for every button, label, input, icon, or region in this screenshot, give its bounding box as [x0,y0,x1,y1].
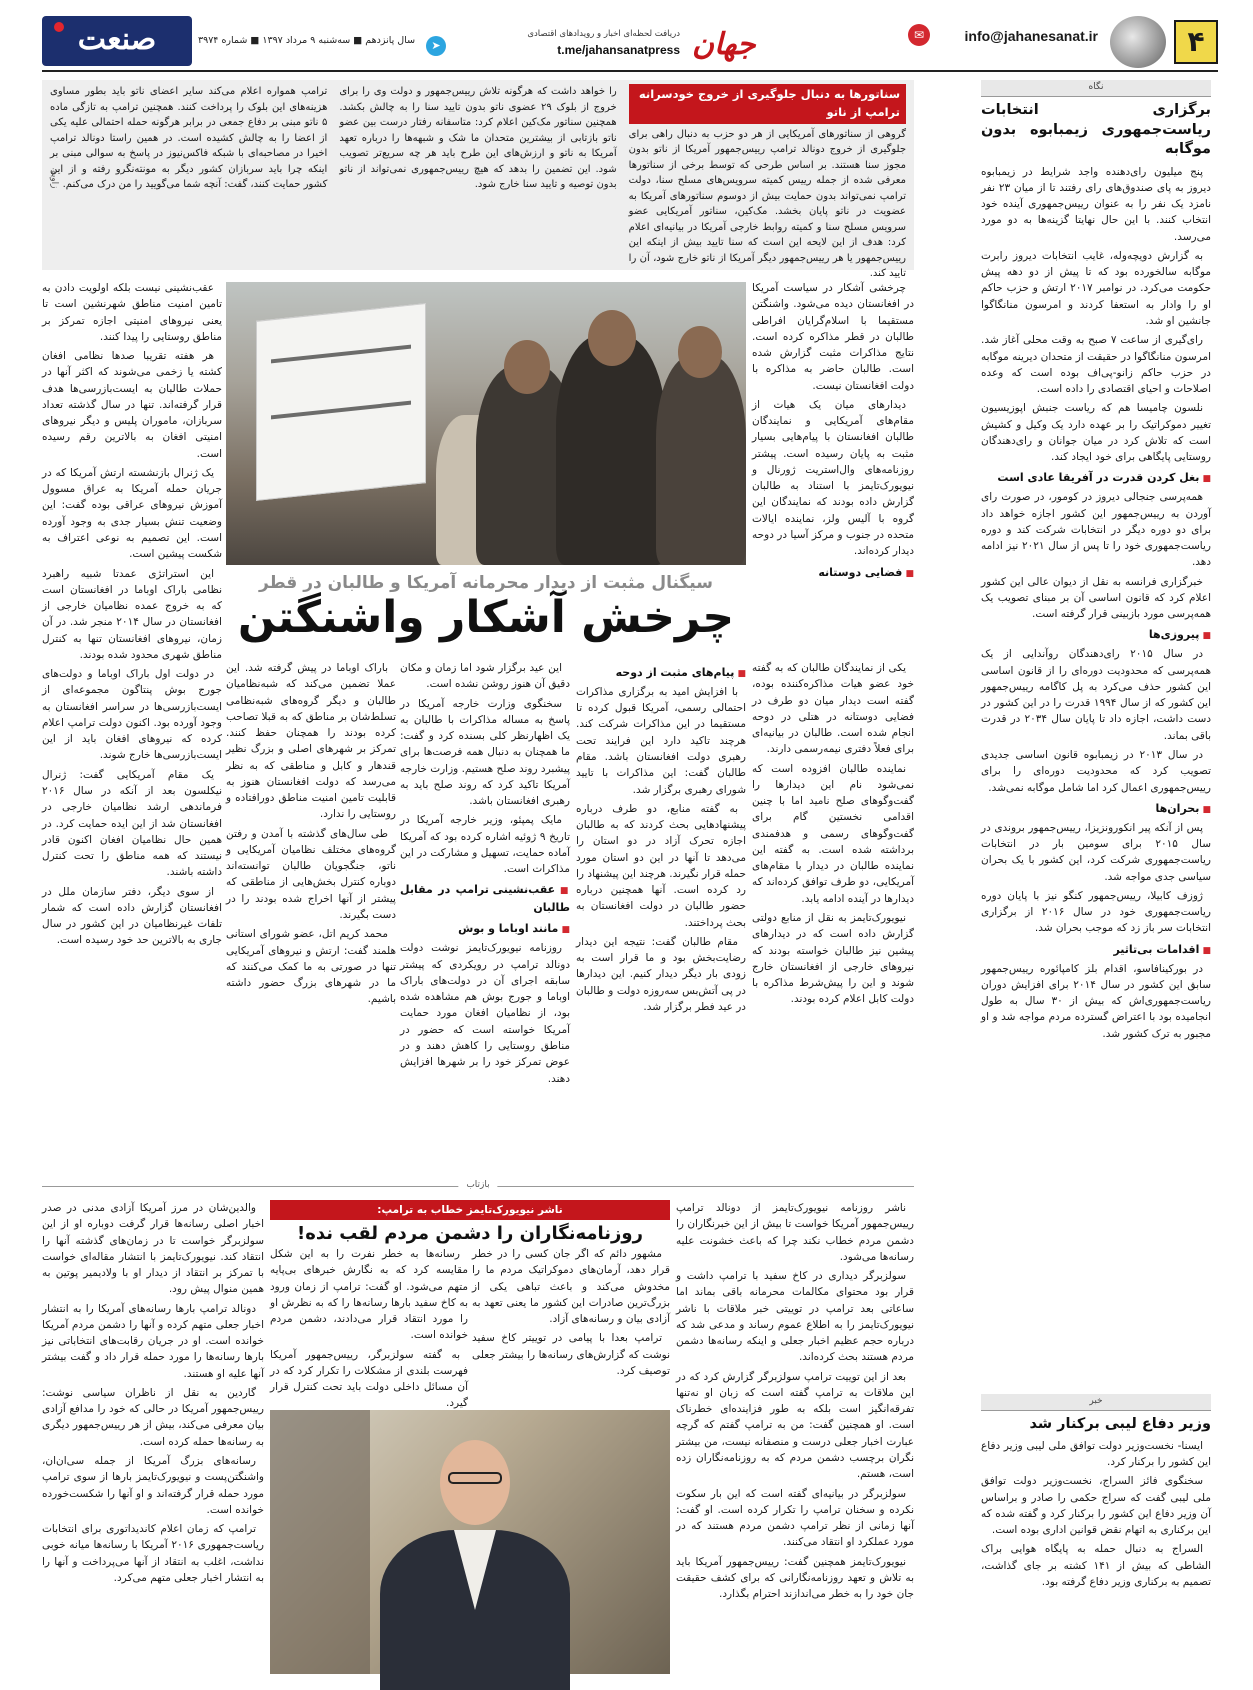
paragraph: ترامپ بعدا با پیامی در توییتر کاخ سفید نوشت که گزارش‌های رسانه‌ها را بیشتر جعلی توصیف کرد. [472,1332,670,1377]
paragraph: در دولت اول باراک اوباما و دولت‌های جورج بوش پنتاگون مجموعه‌ای از ایست‌بازرسی‌ها در سراسر افغانستان به وجود آورده بود. اکنون دولت ترامپ اعلام کرده که نیروهای افغان باید از این ایست‌بازرسی‌ها خارج شوند. [42,668,222,762]
bottom-column [270,1246,468,1410]
section-divider [42,1180,914,1200]
logo-text: صنعت [77,22,157,57]
box-column [628,84,906,280]
story-column [752,280,914,655]
paragraph: یکی از نمایندگان طالبان که به گفته خود عضو هیات مذاکره‌کننده بوده، گفته است دیدار میان دو طرف در فضایی دوستانه در هتلی در دوحه انجام شده است. طالبان در بیانیه‌ای برای فعلاً دفتری نیمه‌رسمی دارند. [752,662,914,756]
story-column [226,660,396,1180]
article-headline: برگزاری انتخابات ریاست‌جمهوری زیمبابوه بدون موگابه [981,101,1211,158]
paragraph: ژوزف کابیلا، رییس‌جمهور کنگو نیز با پایان دوره ریاست‌جمهوری خود در سال ۲۰۱۶ از برگزاری انتخابات سر باز زد که موجب بحران شد. [981,889,1211,935]
paragraph: رسانه‌ها به خطر نفرت را به این شکل مقایسه کرد که به نگارش خبرهای بی‌پایه متهم می‌شود. او گفت: ترامپ از زمان ورود به کاخ سفید بارها رسانه‌ها را که به نظرش او را مورد انتقاد قرار می‌دادند، دشمن مردم خوانده است. [270,1248,468,1342]
banner-text: ناشر نیویورک‌تایمز خطاب به ترامپ: [270,1200,670,1220]
photo-background [270,1410,370,1674]
paragraph: خبرگزاری فرانسه به نقل از دیوان عالی این کشور اعلام کرد که قانون اساسی آن بر مبنای تصویب یک همه‌پرسی مورد بازبینی قرار گرفته است. [981,575,1211,621]
paragraph: در سال ۲۰۱۵ رای‌دهندگان روآندایی از یک همه‌پرسی که محدودیت دوره‌ای را از قانون اساسی این کشور حذف می‌کرد به پل کاگامه رییس‌جمهور این کشور که از سال ۱۹۹۴ قدرت را در این کشور در دست داشت، اجازه داد تا پایان سال ۲۰۳۴ در قدرت باقی بماند. [981,648,1212,742]
subheading: ■ اقدامات بی‌تاثیر [981,941,1211,959]
paragraph: نماینده طالبان افزوده است که نمی‌شود نام این دیدارها را گفت‌وگوهای صلح نامید اما با چنین اقدامی نخستین گام برای گفت‌وگوهای رسمی و هدفمندی برداشته شده است. به گفته این نماینده طالبان در دیدار با مقام‌های آمریکایی، دو طرف توافق کرده‌اند که دیدارها در آینده ادامه یابد. [752,762,914,905]
divider-label: بازتاب [458,1179,497,1193]
paragraph: هر هفته تقریبا صدها نظامی افغان کشته یا زخمی می‌شوند که اکثر آنها در حملات طالبان به ایست‌بازرسی‌ها هدف قرار گرفته‌اند. تنها در سال گذشته تعداد سربازان، ماموران پلیس و دیگر نیروهای امنیتی افغان به بالاترین رقم رسیده است. [42,350,222,460]
story-column [400,660,570,1180]
paragraph: سولزبرگر در بیانیه‌ای گفته است که این بار سکوت نکرده و سخنان ترامپ را تکرار کرده است. او گفت: آنها زمانی از نظر ترامپ دشمن مردم هستند که در مورد عملکرد او انتقاد می‌کنند. [676,1487,914,1549]
paragraph: دونالد ترامپ بارها رسانه‌های آمریکا را به انتشار اخبار جعلی متهم کرده و آنها را دشمن مردم آمریکا خوانده است. او در جریان رقابت‌های انتخاباتی نیز بارها رسانه‌ها را مورد حمله قرار داد و گفت بیشتر آنها علیه او هستند. [42,1302,264,1380]
story-column [42,280,222,1180]
person-head [678,326,722,378]
paragraph: همه‌پرسی جنجالی دیروز در کومور، در صورت رای آوردن به رییس‌جمهور این کشور اجازه خواهد داد برای دو دوره دیگر در انتخابات شرکت کند و دوره ریاست‌جمهوری خود را تا پس از سال ۲۰۲۱ نیز ادامه دهد. [981,491,1212,569]
subheading: ■ فضایی دوستانه [752,564,914,582]
subheading: ■ بغل کردن قدرت در آفریقا عادی است [981,469,1211,487]
paragraph: دیدارهای میان یک هیات از مقام‌های آمریکایی و نمایندگان طالبان افغانستان با پیام‌هایی بسیار مثبت به پایان رسیده است. پیشتر روزنامه‌های وال‌استریت ژورنال و نیویورک‌تایمز با استناد به طالبان گزارش داده بودند که نمایندگان این گروه با آلیس ولز، نماینده ایالات متحده در جنوب و مرکز آسیا در دوحه دیدار کرده‌اند. [752,398,914,558]
publisher-photo [270,1410,670,1674]
bottom-headline: روزنامه‌نگاران را دشمن مردم لقب نده! [297,1223,643,1244]
bottom-column [676,1200,914,1674]
paragraph: در سال ۲۰۱۳ در زیمبابوه قانون اساسی جدیدی تصویب کرد که محدودیت دوره‌ای را برای رییس‌جمهوری اعمال کرد اما شامل موگابه نمی‌شد. [981,749,1211,794]
news-headline: وزیر دفاع لیبی برکنار شد [1029,1415,1211,1432]
paragraph: گاردین به نقل از ناظران سیاسی نوشت: رییس‌جمهور آمریکا در حالی که خود را مدافع آزادی بیان معرفی می‌کند، بیش از هر رییس‌جمهور دیگری به رسانه‌ها حمله کرده است. [42,1386,264,1448]
story-column [576,660,746,1180]
paragraph: باراک اوباما در پیش گرفته شد. این عملا تضمین می‌کند که شبه‌نظامیان طالبان و دیگر گروه‌های شبه‌نظامی تسلط‌شان بر مناطق که به قبلا تصاحب کرده بودند را همچنان حفظ کنند. تمرکز بر شهرهای اصلی و بزرگ نظیر قندهار و کابل و مناطقی که به نظر می‌رسد که دولت افغانستان هنوز به قابلیت تامین امنیت مناطق دورافتاده و روستایی را ندارد. [226,662,396,821]
paragraph: یک ژنرال بازنشسته ارتش آمریکا که در جریان حمله آمریکا به عراق مسوول آموزش نیروهای عراقی بوده گفت: این وضعیت تنش بسیار جدی به وجود آورده است. این تصمیم به نوعی اعتراف به شکست پیشین است. [42,466,222,561]
paragraph: سخنگوی وزارت خارجه آمریکا در پاسخ به مساله مذاکرات با طالبان به یک اظهارنظر کلی بسنده کرد و گفت: ما همچنان به دنبال همه فرصت‌ها برای پیشبرد روند صلح هستیم. وزارت خارجه آمریکا تاکید کرد که روند صلح باید به رهبری افغانستان باشد. [400,697,570,808]
right-news-brief [981,1394,1211,1674]
page-number: ۴ [1174,20,1218,64]
paragraph: به گفته سولزبرگر، رییس‌جمهور آمریکا فهرست بلندی از مشکلات را تکرار کرد که در آن مسائل داخلی دولت باید تحت کنترل قرار گیرد. [270,1348,468,1410]
paragraph: مشهور دائم که اگر جان کسی را در خطر قرار دهد، آرمان‌های دموکراتیک مردم ما را مخدوش می‌کند و باعث تباهی یکی از بزرگ‌ترین صادرات این کشور ما یعنی تعهد به آزادی بیان و رسانه‌های آزاد. [472,1248,670,1326]
side-tag: زاویه [48,170,59,189]
column-label: خبر [981,1394,1211,1411]
right-column-article [981,80,1211,1385]
subheading: ■ پیروزی‌ها [981,626,1211,644]
paragraph: به گفته منابع، دو طرف درباره پیشنهادهایی بحث کردند که به طالبان اجازه تحرک آزاد در دو استان را می‌دهد تا آنها در این دو استان مورد حمله قرار نگیرند. هرچند این پیشنهاد را رد کرده است. آنها همچنین درباره حضور طالبان در دولت افغانستان به بحث پرداختند. [576,802,746,929]
paragraph: این استراتژی عمدتا شبیه راهبرد نظامی باراک اوباما در افغانستان است که به خروج عمده نظامیان خارجی از افغانستان در سال ۲۰۱۴ منجر شد. در آن زمان، نیروهای افغانستان تنها به کنترل مناطق شهری محدود شده بودند. [42,567,222,661]
logo-dot-icon [54,22,64,32]
email-icon: ✉ [908,24,930,46]
paragraph: چرخشی آشکار در سیاست آمریکا در افغانستان دیده می‌شود. واشنگتن مستقیما با اسلام‌گرایان افراطی طالبان در قطر مذاکره کرده است. نتایج مذاکرات مثبت گزارش شده است. طالبان حاضر به مذاکره با دولت افغانستان نیست. [752,282,914,392]
paragraph: نیویورک‌تایمز همچنین گفت: رییس‌جمهور آمریکا باید به تلاش و تعهد روزنامه‌نگارانی که برای کشف حقیقت جان خود را به خطر می‌اندازند احترام بگذارد. [676,1555,914,1601]
paragraph: در بورکینافاسو، اقدام بلز کامپائوره رییس‌جمهور سابق این کشور در سال ۲۰۱۴ برای افزایش دوران ریاست‌جمهوری‌اش که بیش از ۳۰ سال به طول انجامیده بود با اعتراض گسترده مردم مواجه شد و او مجبور به ترک کشور شد. [981,962,1212,1040]
paragraph: ایسنا- نخست‌وزیر دولت توافق ملی لیبی وزیر دفاع این کشور را برکنار کرد. [981,1439,1211,1469]
paragraph: پنج میلیون رای‌دهنده واجد شرایط در زیمبابوه دیروز به پای صندوق‌های رای رفتند تا از میان ۲۳ نفر نامزد یک نفر را به عنوان رییس‌جمهوری آینده خود انتخاب کنند. با این حال نهایتا گزینه‌ها به دو مورد می‌رسد. [981,165,1211,243]
paragraph: نیویورک‌تایمز به نقل از منابع دولتی گزارش داده است که در دیدارهای پیشین نیز طالبان خواسته بودند که نیروهای خارجی از افغانستان خارج شوند و این را پیش‌شرط مذاکره با دولت کابل اعلام کرده بودند. [752,911,914,1006]
story-headline: چرخش آشکار واشنگتن [237,592,735,643]
person-figure [656,355,746,565]
nato-senators-box [42,80,914,280]
paragraph: از سوی دیگر، دفتر سازمان ملل در افغانستان گزارش داده است که شمار تلفات غیرنظامیان در این کشور در سال جاری به بالاترین حد خود رسیده است. [42,885,222,947]
telegram-icon: ➤ [426,36,446,56]
person-head [588,310,636,366]
paragraph: السراج به دنبال حمله به پایگاه هوایی براک الشاطی که بیش از ۱۴۱ کشته بر جای گذاشت، تصمیم به برکناری وزیر دفاع گرفته بود. [981,1543,1211,1588]
paragraph: بعد از این توییت ترامپ سولزبرگر گزارش کرد که در این ملاقات به ترامپ گفته است که زبان او نه‌تنها تفرقه‌انگیز است بلکه به طور فزاینده‌ای خطرناک است. او همچنین گفت: من به ترامپ گفتم که گرچه عبارت اخبار جعلی درست و منصفانه نیست، من بیشتر نگران برچسب دشمن مردم که به روزنامه‌نگاران زده است، هستم. [676,1370,914,1481]
person-head [504,340,550,394]
taliban-photo [226,282,746,565]
box-column [50,84,327,266]
masthead [42,14,1218,72]
paragraph: به گزارش دویچه‌وله، غایب انتخابات دیروز رابرت موگابه سالخورده بود که تا پیش از دو دهه پیش حکومت می‌کرد. در نوامبر ۲۰۱۷ ارتش و حزب حاکم او را وادار به استعفا کردند و امرسون منانگاگوا جانشین او شد. [981,249,1211,328]
paragraph: پس از آنکه پیر انکورونزیزا، رییس‌جمهور بروندی در سال ۲۰۱۵ برای سومین بار در انتخابات ریاست‌جمهوری شرکت کرد، این کشور با یک بحران سیاسی جدی مواجه شد. [981,821,1212,883]
paragraph: محمد کریم اتل، عضو شورای استانی هلمند گفت: ارتش و نیروهای آمریکایی تنها در صورتی به ما کمک می‌کنند که ما در شهرهای بزرگ حضور داشته باشیم. [226,928,396,1006]
column-label: نگاه [981,80,1211,97]
paragraph: سولزبرگر دیداری در کاخ سفید با ترامپ داشت و قرار بود محتوای مکالمات محرمانه باقی بماند اما ساعاتی بعد ترامپ در توییتی خبر ملاقات با ناشر نیویورک‌تایمز را به اطلاع عموم رساند و مدعی شد که درباره حجم عظیم اخبار جعلی و اینکه رسانه‌ها دشمن مردم هستند بحث کرده‌اند. [676,1270,914,1364]
paragraph: طی سال‌های گذشته با آمدن و رفتن گروه‌های مختلف نظامیان آمریکایی و ناتو، جنگجویان طالبان توانسته‌اند دوباره کنترل بخش‌هایی از مناطقی که پیشتر از آنها اخراج شده بودند را در دست بگیرند. [226,827,396,921]
paragraph: والدین‌شان در مرز آمریکا آزادی مدنی در صدر اخبار اصلی رسانه‌ها قرار گرفت دوباره او از این سولزبرگر خواست تا در زمان‌های گذشته آنها را انتقاد کند. نیویورک‌تایمز با انتشار مقاله‌ای خواست با تمرکز بر انتقاد از دیدار او با ولادیمیر پوتین به همین منوال پیش رود. [42,1202,264,1296]
paragraph: مایک پمپئو، وزیر خارجه آمریکا در تاریخ ۹ ژوئیه اشاره کرده بود که آمریکا آماده حمایت، تسهیل و مشارکت در این مذاکرات است. [400,814,570,876]
subheading: ■ مانند اوباما و بوش [400,920,570,938]
bottom-column [472,1246,670,1406]
paragraph: نلسون چامیسا هم که ریاست جنبش اپوزیسیون تغییر دموکراتیک را بر عهده دارد یک وکیل و کشیش است که تلاش کرد در میان جوانان و رای‌دهندگان روستایی پایگاهی برای خود ایجاد کند. [981,402,1211,464]
person-figure [556,335,666,565]
subheading: ■ بحران‌ها [981,800,1211,818]
telegram-text: دریافت لحظه‌ای اخبار و رویدادهای اقتصادی [527,29,680,39]
paragraph: مقام طالبان گفت: نتیجه این دیدار رضایت‌بخش بود و ما قرار است به زودی بار دیگر دیدار کنیم. این دیدارها در پی آتش‌بس سه‌روزه دولت و طالبان در عید فطر برگزار شد. [576,935,746,1013]
box-column [339,84,616,266]
paragraph: یک مقام آمریکایی گفت: ژنرال نیکلسون بعد از آنکه در سال ۲۰۱۶ فرماندهی ارشد نظامیان خارجی در افغانستان شد از این ایده حمایت کرد. در همین حال نظامیان افغان اکنون قادر نیستند که همه مناطق را تحت کنترل داشته باشند. [42,768,222,879]
subheading: ■ پیام‌های مثبت از دوحه [576,664,746,682]
paragraph: با افزایش امید به برگزاری مذاکرات احتمالی رسمی، آمریکا قبول کرده تا مستقیما در این مذاکرات شرکت کند. هرچند تاکید دارد این فرایند تحت رهبری دولت افغانستان باشد. مقام طالبان گفت: این مذاکرات با تایید شورای رهبری برگزار شد. [576,685,746,796]
paragraph: ترامپ که زمان اعلام کاندیداتوری برای انتخابات ریاست‌جمهوری ۲۰۱۶ آمریکا با رسانه‌ها میانه خوبی نداشت، اغلب به انتقاد از آنها می‌پرداخت و آنها را به انتشار اخبار جعلی متهم می‌کرد. [42,1523,264,1584]
newspaper-logo [42,16,192,66]
paragraph: عقب‌نشینی نیست بلکه اولویت دادن به تامین امنیت مناطق شهرنشین است تا یعنی نیروهای امنیتی اجازه تمرکز بر مناطق روستایی را پیدا کنند. [42,282,222,343]
email-address[interactable]: info@jahanesanat.ir [964,28,1098,44]
bottom-banner [270,1200,670,1218]
box-text: گروهی از سناتورهای آمریکایی از هر دو حزب به دنبال راهی برای جلوگیری از خروج دونالد ترامپ رییس‌جمهور آمریکا از ناتو بدون مجوز سنا هستند. بر اساس طرحی که توسط برخی از سناتورها معرفی شده از جمله رییس کمیته سرویس‌های مسلح سنا، دولت ترامپ نمی‌تواند بدون حمایت بیش از دوسوم سناتورهای آمریکا به عضویت در ناتو پایان بخشد. مک‌کین، سناتور آمریکایی عضو سرویس مسلح سنا و کمیته روابط خارجی آمریکا در بیانیه‌ای اعلام کرد: هدف از این لایحه این است که سنا تایید بیش از اینکه این رییس‌جمهور یا هر رییس‌جمهور دیگر آمریکا از ناتو خارج شود، آن را تایید کند. [628,128,906,280]
bottom-column [42,1200,264,1674]
paragraph: رای‌گیری از ساعت ۷ صبح به وقت محلی آغاز شد. امرسون منانگاگوا در حقیقت از متحدان دیرینه موگابه در حزب حاکم زانو-پی‌اف بوده است که وعده اصلاحات و احیای اقتصادی را داده است. [981,334,1211,396]
story-column [752,660,914,1180]
subheading: ■ عقب‌نشینی ترامپ در مقابل طالبان [400,881,570,916]
box-banner: سناتورها به دنبال جلوگیری از خروج خودسرانه ترامپ از ناتو [629,84,906,124]
paragraph: سخنگوی فائز السراج، نخست‌وزیر دولت توافق ملی لیبی گفت که سراج حکمی را صادر و براساس آن وزیر دفاع این کشور را برکنار کرد و گفته شده که این برکناری به اتهام نقض قوانین اداری بوده است. [981,1475,1211,1537]
story-kicker: سیگنال مثبت از دیدار محرمانه آمریکا و طالبان در قطر [259,573,713,593]
globe-icon [1110,16,1166,68]
box-text: ترامپ همواره اعلام می‌کند سایر اعضای ناتو باید بطور مساوی هزینه‌های این بلوک را پرداخت کنند. همچنین ترامپ به تازگی ماده ۵ ناتو مبنی بر دفاع جمعی در برابر هرگونه حمله احتمالی علیه یکی از اعضا را به چالش کشیده است. در همین راستا دونالد ترامپ اخیرا در مصاحبه‌ای با شبکه فاکس‌نیوز در پاسخ به سوالی مبنی بر اینکه چرا باید سربازان کشور دیگر به مونته‌نگرو رفته و از این کشور حمایت کنند، گفت: آنچه شما می‌گویید را من درک می‌کنم. [50,86,328,190]
telegram-link[interactable]: t.me/jahansanatpress [557,43,680,58]
telegram-block[interactable] [431,28,680,60]
paragraph: ناشر روزنامه نیویورک‌تایمز از دونالد ترامپ رییس‌جمهور آمریکا خواست تا بیش از این خبرنگاران را دشمن مردم خطاب نکند چرا که باعث خشونت علیه رسانه‌ها می‌شود. [676,1202,914,1263]
issue-info: سال پانزدهم ■ سه‌شنبه ۹ مرداد ۱۳۹۷ ■ شماره ۳۹۷۴ [198,35,416,46]
paragraph: روزنامه نیویورک‌تایمز نوشت دولت دونالد ترامپ در رویکردی که پیشتر سابقه اجرای آن در دولت‌های باراک اوباما و جورج بوش هم مشاهده شده بود، از نظامیان افغان مورد حمایت آمریکا خواسته است که حضور در مناطق روستایی را کاهش دهند و در عوض تمرکز خود را بر شهرها افزایش دهند. [400,942,570,1085]
box-text: را خواهد داشت که هرگونه تلاش رییس‌جمهور و دولت وی را برای خروج از بلوک ۲۹ عضوی ناتو بدون تایید سنا را به چالش بکشد. همچنین سناتور مک‌کین اعلام کرد: متاسفانه رفتار درست بین عضو ناتو بازتابی از بیشترین متحدان ما شک و شبهه‌ها را درباره تعهد آمریکا به ناتو و ارزش‌های این طرح باید هر چه سریع‌تر تصویب شود. این تضمین را بدهد که هیچ رییس‌جمهوری نمی‌تواند از ناتو بدون توصیه و تایید سنا خارج شود. [339,86,617,190]
glasses-icon [448,1472,502,1484]
section-title: جهان [692,27,756,62]
paragraph: رسانه‌های بزرگ آمریکا از جمله سی‌ان‌ان، واشنگتن‌پست و نیویورک‌تایمز بارها از سوی ترامپ مورد حمله قرار گرفته‌اند و او آنها را شکست‌خورده خوانده است. [42,1454,264,1516]
paragraph: این عید برگزار شود اما زمان و مکان دقیق آن هنوز روشن نشده است. [400,662,570,691]
